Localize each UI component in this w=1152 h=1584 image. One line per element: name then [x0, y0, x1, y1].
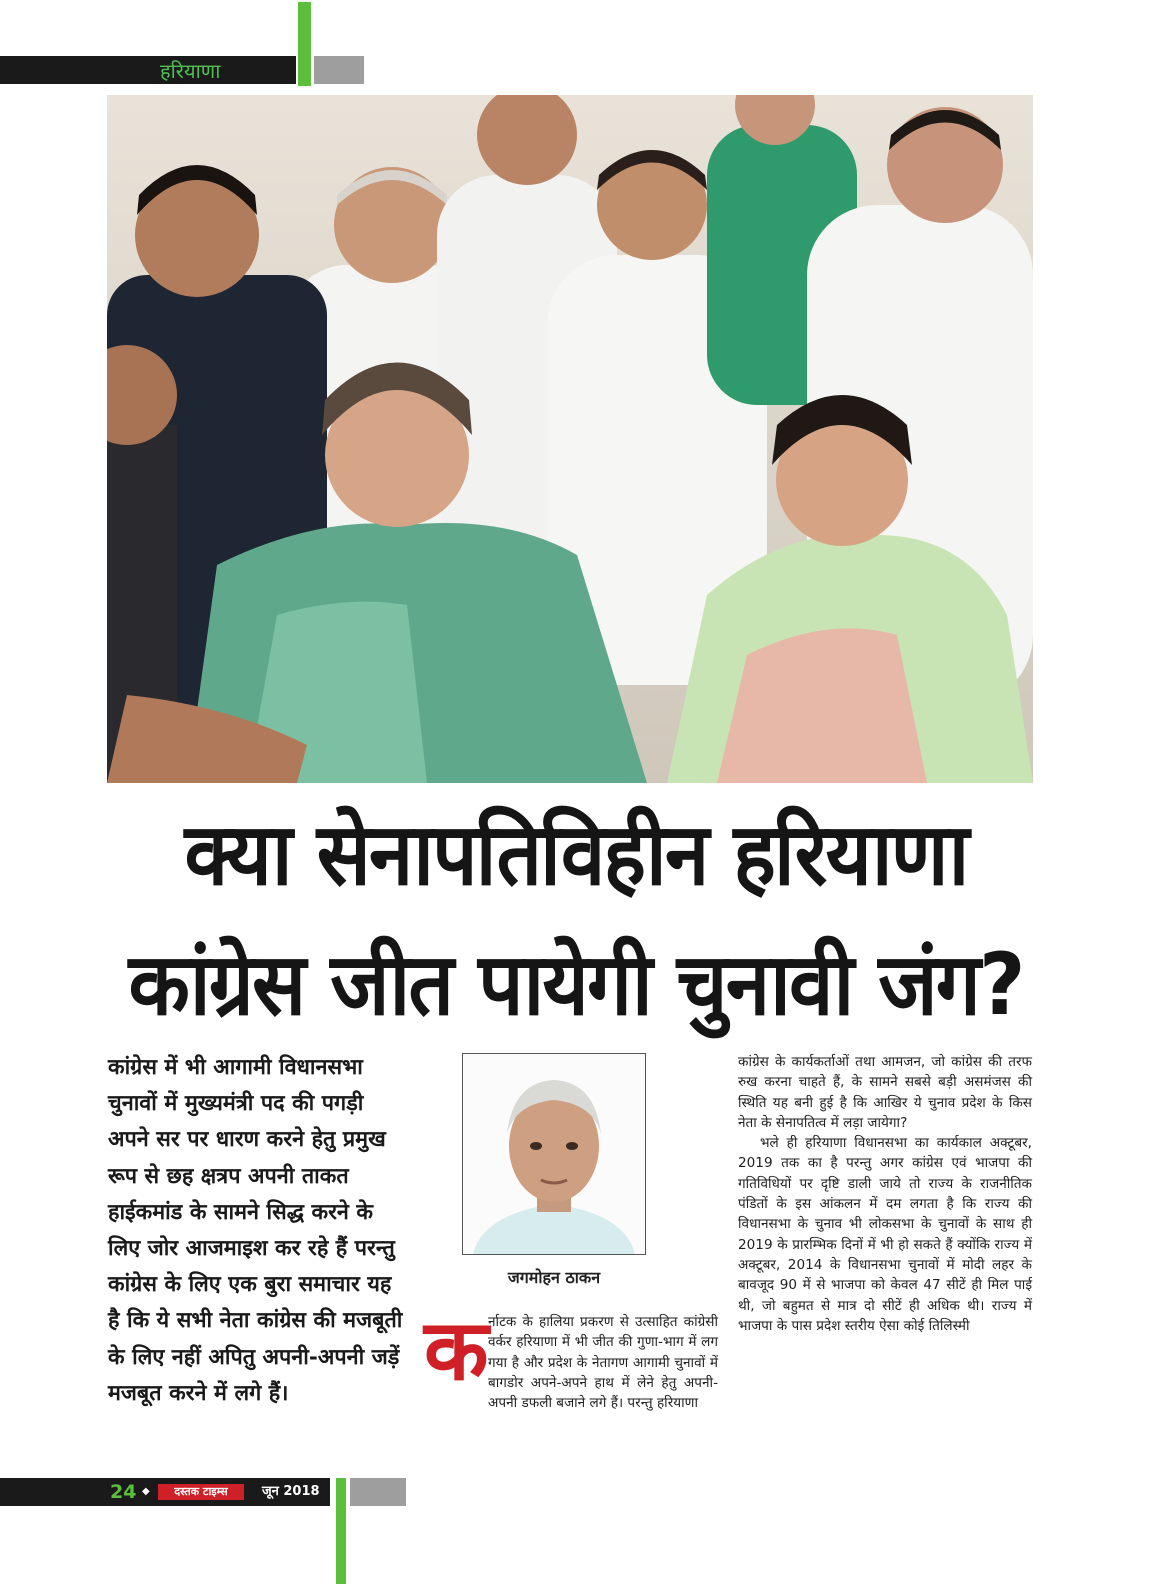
article-paragraph: कांग्रेस के कार्यकर्ताओं तथा आमजन, जो कांग्रेस की तरफ रुख करना चाहते हैं, के सामने सबसे बड़ी असमंजस की स्थिति यह बनी हुई है कि आखिर ये चुनाव प्रदेश के किस नेता के सेनापतित्व में लड़ा जायेगा?	[738, 1054, 1032, 1131]
section-label: हरियाणा	[160, 59, 221, 83]
footer-accent-gray	[350, 1478, 406, 1506]
lead-paragraph: कांग्रेस में भी आगामी विधानसभा चुनावों में मुख्यमंत्री पद की पगड़ी अपने सर पर धारण करने हेतु प्रमुख रूप से छह क्षत्रप अपनी ताकत हाईकमांड के सामने सिद्ध करने के लिए जोर आजमाइश कर रहे हैं परन्तु कांग्रेस के लिए एक बुरा समाचार यह है कि ये सभी नेता कांग्रेस की मजबूती के लिए नहीं अपितु अपनी-अपनी जड़ें मजबूत करने में लगे हैं।	[108, 1055, 403, 1406]
magazine-logo: दस्तक टाइम्स	[158, 1484, 244, 1500]
header-accent-gray	[314, 56, 364, 84]
author-photo	[462, 1053, 646, 1255]
footer-accent-green	[336, 1478, 346, 1584]
article-paragraph: भले ही हरियाणा विधानसभा का कार्यकाल अक्टूबर, 2019 तक का है परन्तु अगर कांग्रेस एवं भाजपा की गतिविधियों पर दृष्टि डाली जाये तो राज्य के राजनीतिक पंडितों के इस आंकलन में दम लगता है कि राज्य की विधानसभा के चुनाव भी लोकसभा के चुनावों के साथ ही 2019 के प्रारम्भिक दिनों में भी हो सकते हैं क्योंकि राज्य में अक्टूबर, 2014 के विधानसभा चुनावों में मोदी लहर के बावजूद 90 में से भाजपा को केवल 47 सीटें ही मिल पाई थी, जो बहुमत से मात्र दो सीटें ही अधिक थी। राज्य में भाजपा के पास प्रदेश स्तरीय ऐसा कोई तिलिस्मी	[738, 1135, 1032, 1334]
header-accent-green	[298, 2, 311, 86]
article-body-intro: र्नाटक के हालिया प्रकरण से उत्साहित कांग्रेसी वर्कर हरियाणा में भी जीत की गुणा-भाग में लग गया है और प्रदेश के नेतागण आगामी चुनावों में बागडोर अपने-अपने हाथ में लेने हेतु अपनी-अपनी डफली बजाने लगे हैं। परन्तु हरियाणा	[488, 1314, 718, 1412]
author-name: जगमोहन ठाकन	[507, 1268, 601, 1287]
headline-line-1: क्या सेनापतिविहीन हरियाणा	[184, 805, 968, 905]
drop-cap: क	[424, 1300, 489, 1399]
diamond-separator-icon: ◆	[142, 1486, 150, 1497]
author-portrait-illustration	[463, 1054, 645, 1254]
section-header-bar	[0, 56, 296, 84]
lead-photo-illustration	[107, 95, 1033, 783]
headline-line-2: कांग्रेस जीत पायेगी चुनावी जंग?	[128, 935, 1024, 1035]
lead-photo	[107, 95, 1033, 783]
issue-date: जून 2018	[262, 1484, 320, 1499]
article-body-column-2	[738, 1052, 1032, 1336]
page-number: 24	[110, 1481, 137, 1503]
article-body-column-1	[424, 1300, 718, 1413]
